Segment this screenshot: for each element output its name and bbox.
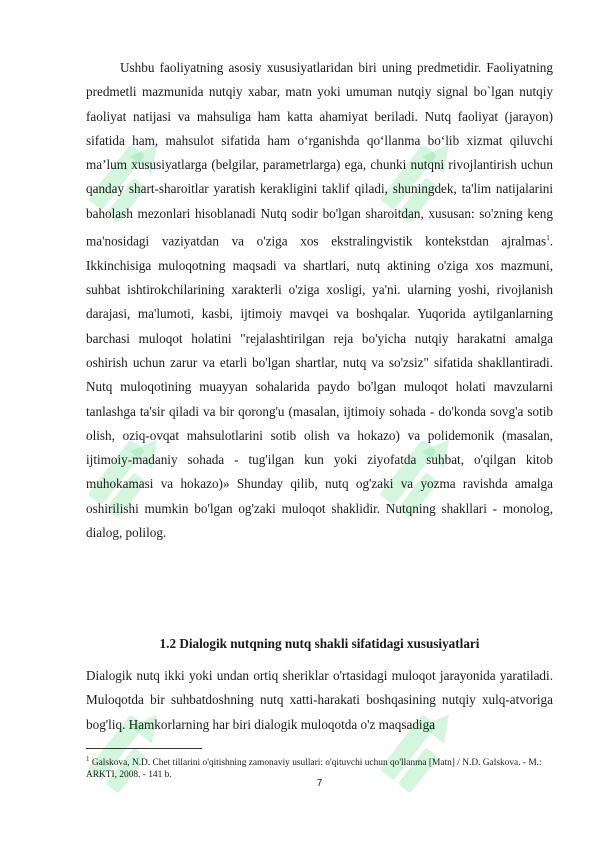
section-heading: 1.2 Dialogik nutqning nutq shakli sifatidagi xususiyatlari: [159, 636, 480, 651]
footnote-number: 1: [86, 755, 90, 763]
body-paragraph-2: Dialogik nutq ikki yoki undan ortiq sheriklar o'rtasidagi muloqot jarayonida yaratiladi. Muloqotda bir suhbatdoshning nutq xatti-harakati boshqasining nutqiy xulq-atvoriga bog'liq. Hamkorlarning har biri dialogik muloqotda o'z maqsadiga: [86, 668, 553, 732]
paragraph-1-continuation: . Ikkinchisiga muloqotning maqsadi va shartlari, nutq aktining o'ziga xos mazmuni, suhbat ishtirokchilarining xarakterli o'ziga xosligi, ya'ni. ularning yoshi, rivojlanish darajasi, ma'lumoti, kasbi, ijtimoiy mavqei va boshqalar. Yuqorida aytilganlarning barchasi muloqot holatini "rejalashtirilgan reja bo'yicha nutqiy harakatni amalga oshirish uchun zarur va etarli bo'lgan shartlar, nutq va so'zsiz" sifatida shakllantiradi. Nutq muloqotining muayyan sohalarida paydo bo'lgan muloqot holati mavzularni tanlashga ta'sir qiladi va bir qorong'u (masalan, ijtimoiy sohada - do'konda sovg'a sotib olish, oziq-ovqat mahsulotlarini sotib olish va hokazo) va polidemonik (masalan, ijtimoiy-madaniy sohada - tug'ilgan kun yoki ziyofatda suhbat, o'qilgan kitob muhokamasi va hokazo)» Shunday qilib, nutq og'zaki va yozma ravishda amalga oshirilishi mumkin bo'lgan og'zaki muloqot shaklidir. Nutqning shakllari - monolog, dialog, polilog.: [86, 233, 553, 541]
footnote-text: Galskova, N.D. Chet tillarini o'qitishning zamonaviy usullari: o'qituvchi uchun qo'llanma [Matn] / N.D. Galskova. - M.: ARKTI, 2008. - 141 b.: [86, 758, 542, 780]
paragraph-1-text: Ushbu faoliyatning asosiy xususiyatlaridan biri uning predmetidir. Faoliyatning predmetli mazmunida nutqiy xabar, matn yoki umuman nutqiy signal bo`lgan nutqiy faoliyat natijasi va mahsuliga ham katta ahamiyat beriladi. Nutq faoliyat (jarayon) sifatida ham, mahsulot sifatida ham o‘rganishda qo‘llanma bo‘lib xizmat qiluvchi ma’lum xususiyatlarga (belgilar, parametrlarga) ega, chunki nutqni rivojlantirish uchun qanday shart-sharoitlar yaratish kerakligini taklif qiladi, shuningdek, ta'lim natijalarini baholash mezonlari hisoblanadi Nutq sodir bo'lgan sharoitdan, xususan: so'zning keng ma'nosidagi vaziyatdan va o'ziga xos ekstralingvistik kontekstdan ajralmas: [86, 60, 553, 249]
footnote-reference[interactable]: 1: [546, 234, 550, 243]
section-body: [86, 664, 553, 737]
document-page: [86, 56, 553, 789]
body-paragraph-1: [86, 56, 553, 545]
footnote-divider: [86, 748, 202, 749]
page-number: 7: [316, 778, 323, 789]
